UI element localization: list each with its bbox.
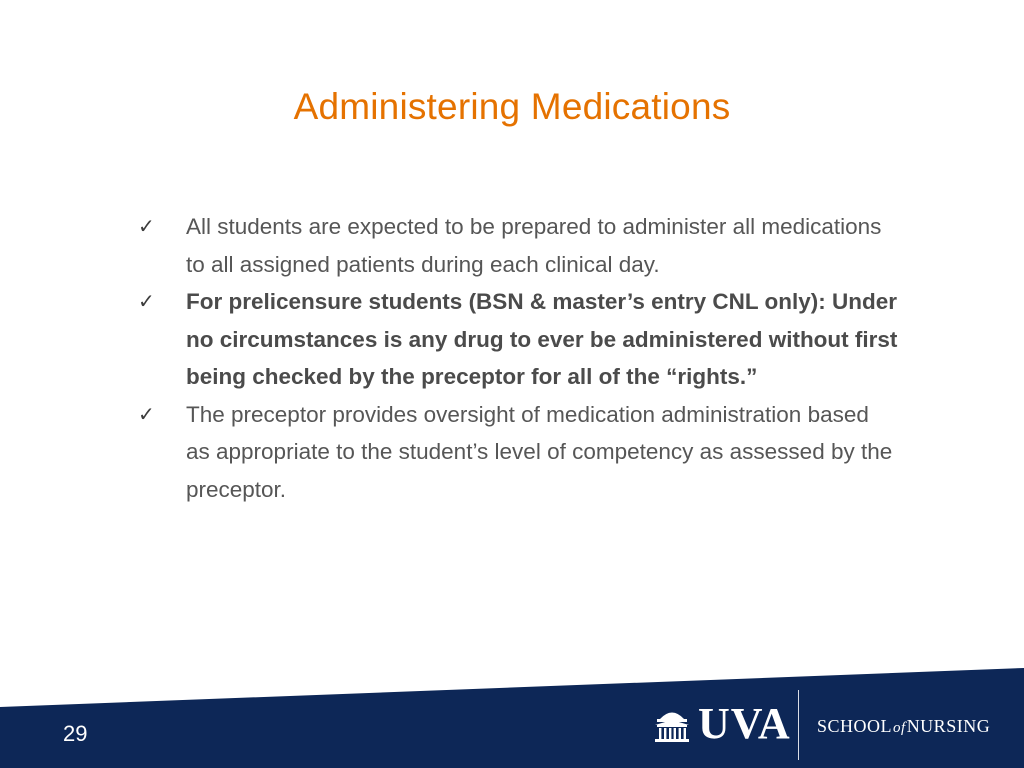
school-prefix: SCHOOL	[817, 716, 893, 736]
checkmark-icon: ✓	[138, 214, 155, 238]
page-number: 29	[63, 721, 88, 746]
bullet-text: For prelicensure students (BSN & master’s entry CNL only): Under no circumstances is any drug to ever be administered without first being checked by the preceptor for all of the “rights.”	[186, 289, 898, 389]
logo-divider	[798, 690, 799, 760]
bullet-text: All students are expected to be prepared to administer all medications to all assigned patients during each clinical day.	[186, 214, 882, 277]
school-suffix: NURSING	[906, 716, 991, 736]
school-of-nursing-wordmark	[817, 716, 990, 737]
uva-logo	[652, 690, 791, 758]
checkmark-icon: ✓	[138, 289, 155, 313]
bullet-text: The preceptor provides oversight of medication administration based as appropriate to the student’s level of competency as assessed by the preceptor.	[186, 401, 893, 502]
slide-title: Administering Medications	[293, 86, 731, 127]
uva-wordmark: UVA	[698, 699, 791, 748]
rotunda-icon	[652, 704, 692, 744]
checkmark-icon: ✓	[138, 401, 155, 426]
school-of: of	[893, 720, 906, 736]
